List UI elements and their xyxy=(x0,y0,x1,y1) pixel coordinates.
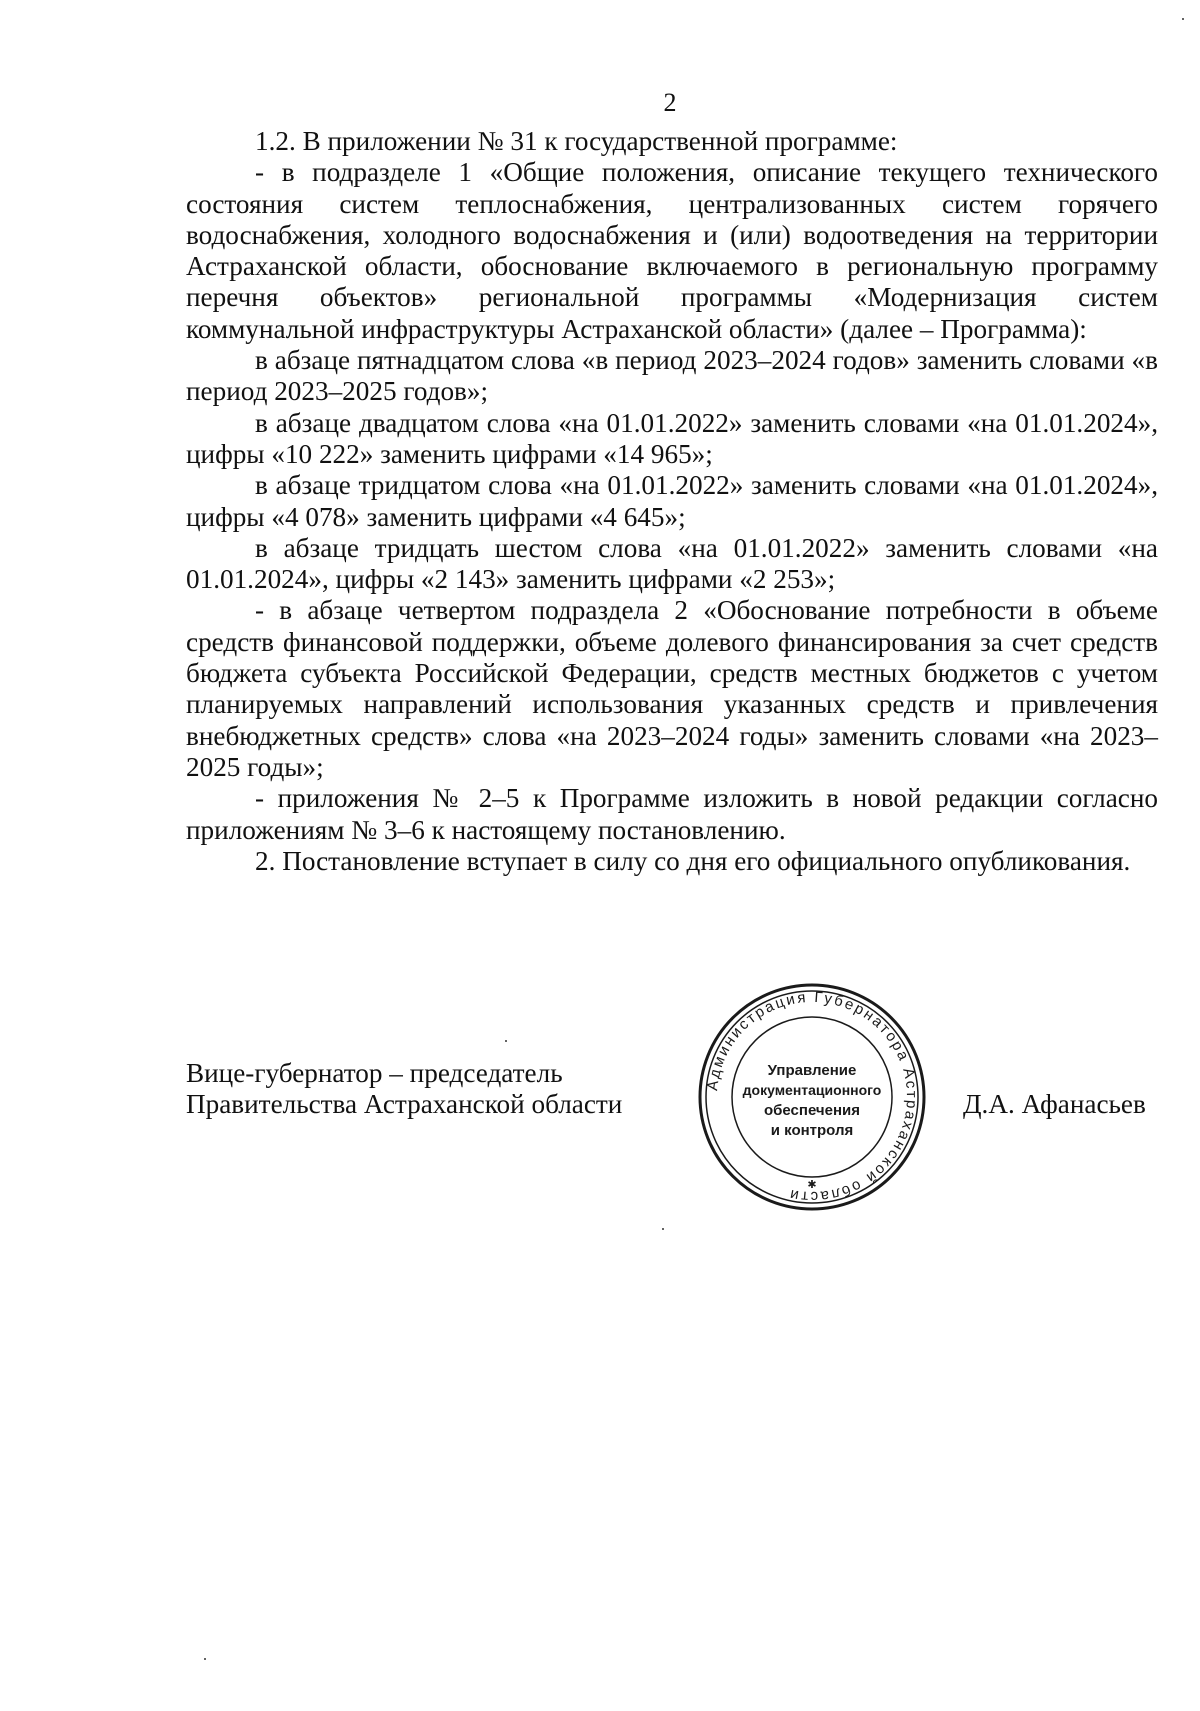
signer-title-line: Вице-губернатор – председатель xyxy=(186,1058,563,1088)
paragraph: - в подразделе 1 «Общие положения, описание текущего технического состояния систем теплоснабжения, централизованных систем горячего водоснабжения, холодного водоснабжения и (или) водоотведения на территории Астраханской области, обоснование включаемого в региональную программу перечня объектов» региональной программы «Модернизация систем коммунальной инфраструктуры Астраханской области» (далее – Программа): xyxy=(186,157,1158,344)
scan-speck xyxy=(505,1040,507,1042)
document-body xyxy=(186,126,1158,877)
stamp-inner-text: Управление xyxy=(767,1062,857,1079)
scan-speck xyxy=(662,1228,664,1230)
signer-title-line: Правительства Астраханской области xyxy=(186,1089,623,1120)
scan-speck xyxy=(204,1658,206,1660)
paragraph: 2. Постановление вступает в силу со дня его официального опубликования. xyxy=(255,845,1131,876)
paragraph: в абзаце двадцатом слова «на 01.01.2022» заменить словами «на 01.01.2024», цифры «10 222» заменить цифрами «14 965»; xyxy=(186,407,1158,469)
stamp-inner-text: документационного xyxy=(742,1082,882,1098)
stamp-star: ✱ xyxy=(807,1178,817,1191)
signer-name: Д.А. Афанасьев xyxy=(963,1089,1146,1119)
scan-speck xyxy=(1182,18,1184,20)
page-number: 2 xyxy=(663,88,677,117)
paragraph: - в абзаце четвертом подраздела 2 «Обоснование потребности в объеме средств финансовой поддержки, объеме долевого финансирования за счет средств бюджета субъекта Российской Федерации, средств местных бюджетов с учетом планируемых направлений использования указанных средств и привлечения внебюджетных средств» слова «на 2023–2024 годы» заменить словами «на 2023–2025 годы»; xyxy=(186,595,1158,782)
paragraph: - приложения № 2–5 к Программе изложить в новой редакции согласно приложениям № 3–6 к настоящему постановлению. xyxy=(186,783,1158,845)
paragraph: 1.2. В приложении № 31 к государственной программе: xyxy=(255,126,898,156)
stamp-outer-text: Администрация Губернатора Астраханской области xyxy=(704,988,921,1206)
stamp-inner-text: обеспечения xyxy=(763,1102,861,1119)
paragraph: в абзаце тридцатом слова «на 01.01.2022» заменить словами «на 01.01.2024», цифры «4 078» заменить цифрами «4 645»; xyxy=(186,470,1158,532)
paragraph: в абзаце пятнадцатом слова «в период 2023–2024 годов» заменить словами «в период 2023–2025 годов»; xyxy=(186,345,1158,407)
paragraph: в абзаце тридцать шестом слова «на 01.01.2022» заменить словами «на 01.01.2024», цифры «2 143» заменить цифрами «2 253»; xyxy=(186,532,1158,595)
stamp-inner-text: и контроля xyxy=(770,1122,854,1139)
official-stamp xyxy=(697,982,927,1212)
signer-title xyxy=(186,1058,622,1121)
